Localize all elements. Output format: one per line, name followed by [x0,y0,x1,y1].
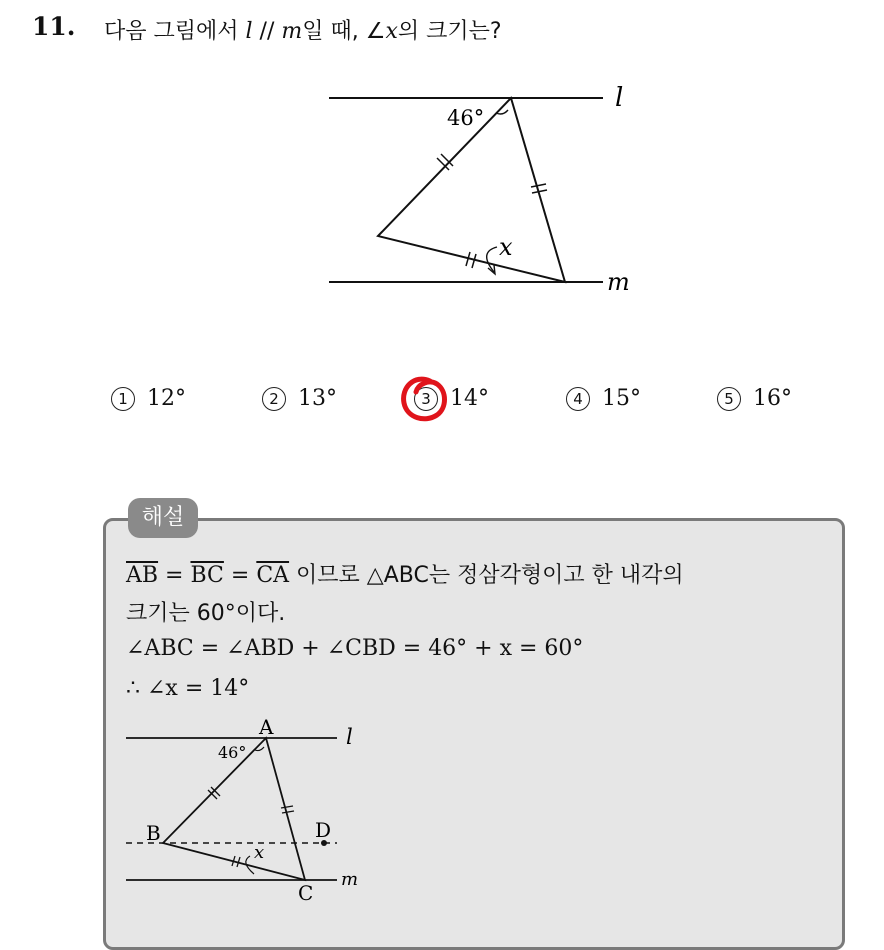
choice-number-5: 5 [717,387,741,411]
choice-label-3: 14° [450,386,489,411]
equals-2: = [223,563,257,588]
solution-tab: 해설 [128,498,198,538]
choice-label-2: 13° [298,386,337,411]
point-a-label: A [259,715,274,739]
angle-label-46: 46° [447,106,485,130]
choice-number-2: 2 [262,387,286,411]
point-c-label: C [298,881,314,905]
choice-number-3: 3 [414,387,438,411]
line-m-label: m [607,268,630,296]
segment-ab: $\overline{AB}$ [126,563,159,588]
choice-label-4: 15° [602,386,641,411]
choice-label-5: 16° [753,386,792,411]
angle-label-46-2: 46° [218,743,247,762]
question-text-pre: 다음 그림에서 [104,19,246,44]
var-l: l [245,19,253,44]
line-l-label: l [615,83,624,113]
var-m: m [281,19,303,44]
choice-label-1: 12° [147,386,186,411]
line-l-label-2: l [346,725,353,749]
question-text-mid: 일 때, ∠ [302,19,386,44]
solution-line-2: 크기는 60°이다. [126,601,286,626]
question-text-post: 의 크기는? [397,19,502,44]
x-label: x [499,233,513,261]
choice-number-4: 4 [566,387,590,411]
tick-marks-2 [208,787,294,867]
solution-line-4: ∴ ∠x = 14° [126,676,250,701]
point-d-label: D [315,818,332,842]
point-b-label: B [146,821,161,845]
var-x: x [385,19,398,44]
x-label-2: x [254,842,265,863]
segment-ca: $\overline{CA}$ [256,563,290,588]
solution-line-1-text: 이므로 △ABC는 정삼각형이고 한 내각의 [289,563,684,588]
line-m-label-2: m [341,869,359,890]
segment-bc: $\overline{BC}$ [190,563,224,588]
choice-number-1: 1 [111,387,135,411]
question-number: 11. [32,12,76,41]
solution-line-3: ∠ABC = ∠ABD + ∠CBD = 46° + x = 60° [126,636,584,661]
equals-1: = [158,563,191,588]
parallel-symbol: // [252,19,282,44]
